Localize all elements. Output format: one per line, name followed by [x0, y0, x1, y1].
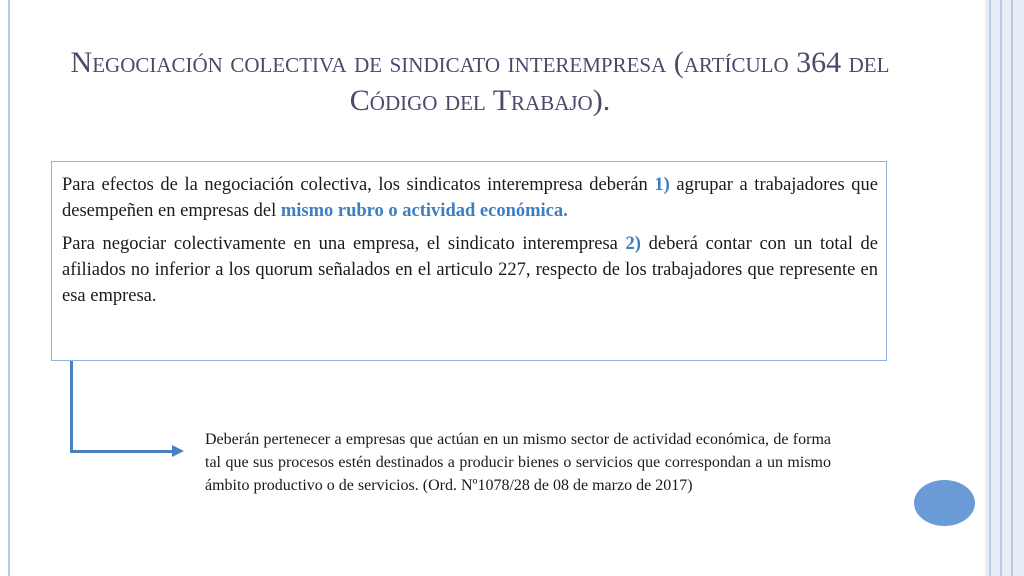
- left-decorative-rule: [8, 0, 10, 576]
- right-stripe: [1011, 0, 1013, 576]
- paragraph-2-text-b: deberá contar con un total de afiliados no inferior a los quorum señalados en el articulo 227, respecto de los trabajadores que represente en esa empresa.: [62, 234, 878, 306]
- marker-2: 2): [625, 234, 641, 254]
- decorative-circle: [914, 480, 975, 526]
- marker-1: 1): [654, 175, 670, 195]
- right-stripe: [1000, 0, 1002, 576]
- right-stripe: [989, 0, 991, 576]
- arrow-right-icon: [172, 445, 184, 457]
- paragraph-2-text-a: Para negociar colectivamente en una empresa, el sindicato interempresa: [62, 234, 626, 254]
- explanatory-note: Deberán pertenecer a empresas que actúan en un mismo sector de actividad económica, de forma tal que sus procesos estén destinados a producir bienes o servicios que correspondan a un mismo ámbito productivo o de servicios. (Ord. Nº1078/28 de 08 de marzo de 2017): [205, 431, 831, 494]
- highlight-mismo-rubro: mismo rubro o actividad económica.: [280, 201, 568, 221]
- connector-arrow-horizontal: [70, 450, 174, 453]
- paragraph-1: [62, 172, 878, 224]
- right-decorative-bar: [985, 0, 1024, 576]
- paragraph-2: [62, 231, 878, 309]
- paragraph-1-text-b: agrupar a trabajadores que desempeñen en empresas del: [62, 175, 879, 221]
- slide-title: Negociación colectiva de sindicato interempresa (artículo 364 del Código del Trabajo).: [70, 46, 890, 117]
- content-box: [51, 161, 887, 361]
- connector-arrow-vertical: [70, 361, 73, 453]
- paragraph-1-text-a: Para efectos de la negociación colectiva, los sindicatos interempresa deberán: [62, 175, 655, 195]
